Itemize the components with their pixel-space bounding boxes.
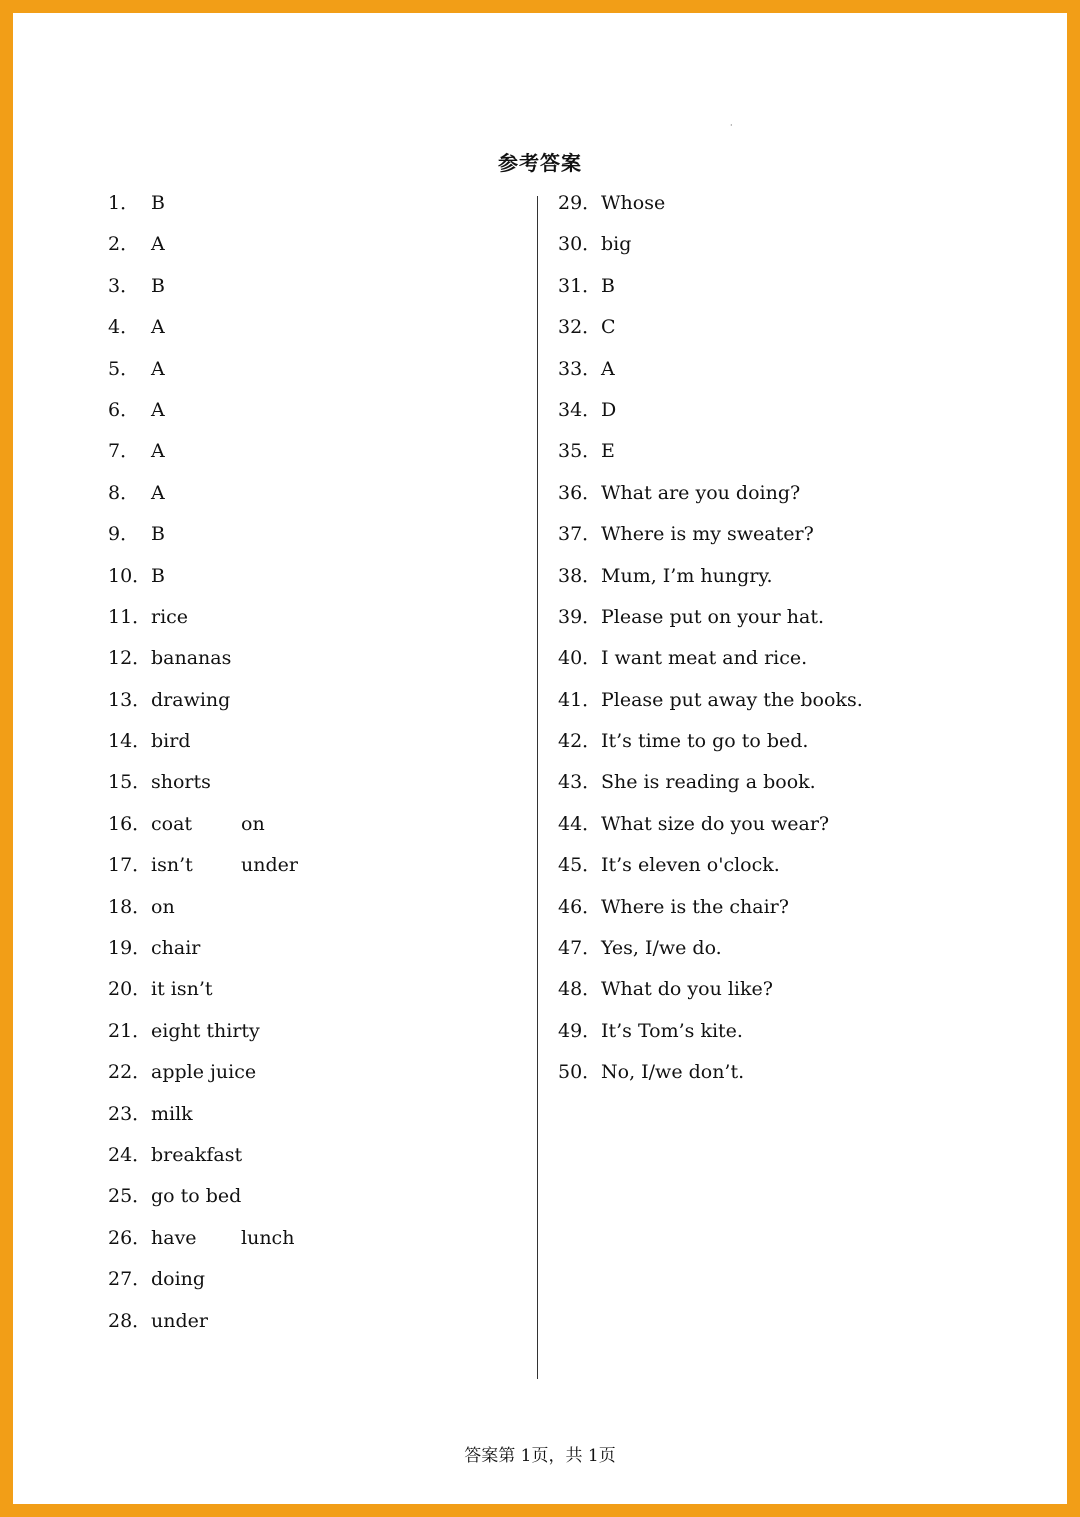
answer-row: [108, 274, 528, 315]
answer-row: [558, 605, 1038, 646]
answer-text: I want meat and rice.: [601, 647, 808, 670]
answer-row: [558, 688, 1038, 729]
answer-text: drawing: [151, 688, 231, 711]
answer-row: [108, 977, 528, 1018]
answer-row: [558, 729, 1038, 770]
answer-row: [108, 315, 528, 356]
question-number: 9．: [108, 523, 140, 546]
question-number: 47．: [558, 937, 602, 960]
answer-row: [558, 481, 1038, 522]
answer-row: [108, 688, 528, 729]
answer-row: [108, 1019, 528, 1060]
answers-left-column: [108, 191, 528, 1350]
answer-row: [108, 1060, 528, 1101]
answer-text: It’s eleven o'clock.: [601, 854, 780, 877]
answer-row: [558, 191, 1038, 232]
question-number: 5．: [108, 357, 140, 380]
question-number: 4．: [108, 316, 140, 339]
answer-row: [558, 232, 1038, 273]
question-number: 8．: [108, 481, 140, 504]
answer-text: B: [151, 274, 165, 297]
question-number: 18．: [108, 895, 152, 918]
answer-text: Where is the chair?: [601, 895, 789, 918]
answer-text: Please put away the books.: [601, 688, 863, 711]
answer-text: apple juice: [151, 1061, 257, 1084]
answer-row: [108, 812, 528, 853]
question-number: 36．: [558, 481, 602, 504]
answer-row: [558, 646, 1038, 687]
answer-text: B: [601, 274, 615, 297]
answer-text: doing: [151, 1268, 206, 1291]
answer-text: it isn’t: [151, 978, 213, 1001]
answer-text: big: [601, 233, 632, 256]
answer-row: [108, 646, 528, 687]
question-number: 38．: [558, 564, 602, 587]
answer-row: [108, 1184, 528, 1225]
question-number: 46．: [558, 895, 602, 918]
question-number: 25．: [108, 1185, 152, 1208]
answer-row: [108, 191, 528, 232]
answer-row: [108, 1143, 528, 1184]
answer-row: [558, 1019, 1038, 1060]
answer-text: She is reading a book.: [601, 771, 816, 794]
answer-row: [558, 564, 1038, 605]
answer-text: B: [151, 564, 165, 587]
answer-text: A: [151, 481, 165, 504]
answer-row: [558, 357, 1038, 398]
page-title: 参考答案: [498, 151, 582, 175]
answer-row: [558, 853, 1038, 894]
question-number: 41．: [558, 688, 602, 711]
question-number: 2．: [108, 233, 140, 256]
question-number: 50．: [558, 1061, 602, 1084]
answer-row: [108, 1102, 528, 1143]
answer-text: No, I/we don’t.: [601, 1061, 745, 1084]
question-number: 13．: [108, 688, 152, 711]
answer-row: [558, 315, 1038, 356]
question-number: 26．: [108, 1226, 152, 1249]
answer-row: [108, 853, 528, 894]
question-number: 23．: [108, 1102, 152, 1125]
question-number: 31．: [558, 274, 602, 297]
answer-row: [558, 977, 1038, 1018]
question-number: 37．: [558, 523, 602, 546]
answer-text: It’s time to go to bed.: [601, 730, 809, 753]
question-number: 17．: [108, 854, 152, 877]
answer-text: milk: [151, 1102, 193, 1125]
question-number: 35．: [558, 440, 602, 463]
answer-row: [108, 936, 528, 977]
question-number: 11．: [108, 605, 152, 628]
question-number: 6．: [108, 398, 140, 421]
answer-row: [108, 398, 528, 439]
answer-row: [558, 439, 1038, 480]
question-number: 1．: [108, 192, 140, 214]
answer-text: chair: [151, 937, 201, 960]
page-footer: 答案第 1页，共 1页: [464, 1446, 616, 1466]
answer-row: [558, 1060, 1038, 1101]
question-number: 48．: [558, 978, 602, 1001]
question-number: 32．: [558, 316, 602, 339]
answer-text: E: [601, 440, 615, 463]
question-number: 34．: [558, 398, 602, 421]
answer-text: have: [151, 1226, 197, 1249]
question-number: 28．: [108, 1309, 152, 1332]
question-number: 22．: [108, 1061, 152, 1084]
answer-text: What are you doing?: [601, 481, 801, 504]
question-number: 42．: [558, 730, 602, 753]
answer-text: bananas: [151, 647, 232, 670]
answer-text: shorts: [151, 771, 211, 794]
answer-row: [108, 770, 528, 811]
answer-text-second: under: [241, 854, 298, 877]
column-divider: [537, 196, 538, 1379]
answer-row: [108, 439, 528, 480]
question-number: 27．: [108, 1268, 152, 1291]
answer-text: A: [151, 440, 165, 463]
question-number: 30．: [558, 233, 602, 256]
question-number: 7．: [108, 440, 140, 463]
question-number: 15．: [108, 771, 152, 794]
answer-text: go to bed: [151, 1185, 242, 1208]
answer-text: under: [151, 1309, 208, 1332]
answer-sheet-page: [13, 13, 1067, 1504]
answer-row: [108, 357, 528, 398]
answer-text: isn’t: [151, 854, 193, 877]
question-number: 40．: [558, 647, 602, 670]
answer-row: [558, 895, 1038, 936]
answer-text: A: [151, 357, 165, 380]
question-number: 12．: [108, 647, 152, 670]
answer-row: [108, 481, 528, 522]
question-number: 19．: [108, 937, 152, 960]
answer-row: [558, 770, 1038, 811]
answer-row: [558, 812, 1038, 853]
answer-text: Mum, I’m hungry.: [601, 564, 773, 587]
question-number: 49．: [558, 1019, 602, 1042]
answer-text: D: [601, 398, 617, 421]
answer-row: [108, 729, 528, 770]
answer-text: A: [601, 357, 615, 380]
answer-text: It’s Tom’s kite.: [601, 1019, 743, 1042]
answer-text-second: on: [241, 812, 265, 835]
question-number: 29．: [558, 192, 602, 214]
answer-text: What do you like?: [601, 978, 773, 1001]
answer-text: A: [151, 398, 165, 421]
question-number: 43．: [558, 771, 602, 794]
answer-text: Whose: [601, 192, 666, 214]
answer-row: [108, 1309, 528, 1350]
answers-right-column: [558, 191, 1038, 1102]
answer-row: [108, 1226, 528, 1267]
question-number: 20．: [108, 978, 152, 1001]
question-number: 21．: [108, 1019, 152, 1042]
answer-row: [108, 1267, 528, 1308]
answer-text: B: [151, 523, 165, 546]
answer-text: C: [601, 316, 616, 339]
question-number: 24．: [108, 1143, 152, 1166]
answer-row: [108, 605, 528, 646]
answer-row: [108, 564, 528, 605]
answer-text: A: [151, 316, 165, 339]
answer-row: [558, 274, 1038, 315]
answer-text: B: [151, 192, 165, 214]
answer-text: coat: [151, 812, 193, 835]
answer-row: [558, 936, 1038, 977]
answer-row: [108, 232, 528, 273]
answer-text-second: lunch: [241, 1226, 295, 1249]
answer-text: Please put on your hat.: [601, 605, 825, 628]
answer-text: eight thirty: [151, 1019, 260, 1042]
answer-text: A: [151, 233, 165, 256]
answer-text: rice: [151, 605, 189, 628]
answer-row: [108, 522, 528, 563]
answer-row: [108, 895, 528, 936]
answer-text: bird: [151, 730, 191, 753]
question-number: 16．: [108, 812, 152, 835]
question-number: 14．: [108, 730, 152, 753]
answer-text: Where is my sweater?: [601, 523, 814, 546]
question-number: 39．: [558, 605, 602, 628]
answer-row: [558, 398, 1038, 439]
question-number: 44．: [558, 812, 602, 835]
question-number: 45．: [558, 854, 602, 877]
answer-text: on: [151, 895, 175, 918]
answer-text: Yes, I/we do.: [601, 937, 722, 960]
question-number: 3．: [108, 274, 140, 297]
question-number: 10．: [108, 564, 152, 587]
question-number: 33．: [558, 357, 602, 380]
answer-text: What size do you wear?: [601, 812, 830, 835]
answer-row: [558, 522, 1038, 563]
answer-text: breakfast: [151, 1143, 243, 1166]
stray-mark: ·: [730, 121, 733, 130]
